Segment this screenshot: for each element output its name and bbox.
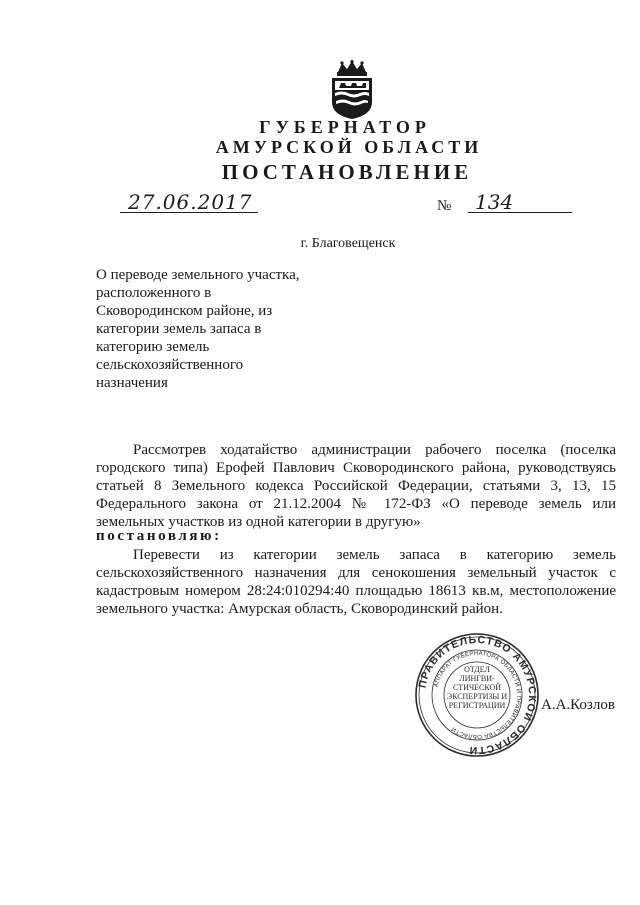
date-underline <box>120 212 258 213</box>
stamp-center-line: ОТДЕЛ <box>464 665 490 674</box>
document-number: 134 <box>475 190 514 214</box>
header-governor: ГУБЕРНАТОР <box>259 117 431 137</box>
resolution-paragraph <box>96 546 616 618</box>
document-subject <box>96 266 356 392</box>
stamp-outer-text: ПРАВИТЕЛЬСТВО АМУРСКОЙ ОБЛАСТИ <box>416 633 539 757</box>
decree-word: постановляю: <box>96 528 222 544</box>
number-sign: № <box>437 198 452 214</box>
paragraph-line: Рассмотрев ходатайство администрации рабочего поселка (поселка <box>133 442 616 458</box>
paragraph-line: кадастровым номером 28:24:010294:40 площадью 18613 кв.м, местоположение <box>96 583 616 599</box>
paragraph-line: земельного участка: Амурская область, Сковородинский район. <box>96 601 503 617</box>
paragraph-line: сельскохозяйственного назначения для сенокошения земельный участок с <box>96 565 616 581</box>
stamp-center-line: СТИЧЕСКОЙ <box>452 683 502 692</box>
city-name: г. Благовещенск <box>300 236 396 251</box>
paragraph-line: земельных участков из одной категории в другую» <box>96 514 421 530</box>
number-underline <box>468 212 572 213</box>
stamp-center-line: ЛИНГВИ- <box>459 674 495 683</box>
subject-line: категории земель запаса в <box>96 321 262 337</box>
stamp-center-line: ЭКСПЕРТИЗЫ И <box>446 692 508 701</box>
coat-of-arms-emblem <box>326 60 378 120</box>
subject-line: О переводе земельного участка, <box>96 267 300 283</box>
subject-line: сельскохозяйственного <box>96 357 244 373</box>
paragraph-line: статьей 8 Земельного кодекса Российской Федерации, статьями 3, 13, 15 <box>96 478 616 494</box>
paragraph-line: Перевести из категории земель запаса в категорию земель <box>133 547 616 563</box>
stamp-center-line: РЕГИСТРАЦИИ <box>448 701 506 710</box>
subject-line: расположенного в <box>96 285 212 301</box>
signer-name: А.А.Козлов <box>541 697 615 713</box>
stamp-inner-text: АППАРАТ ГУБЕРНАТОРА ОБЛАСТИ И ПРАВИТЕЛЬСТВА ОБЛАСТИ <box>433 650 522 740</box>
subject-line: категорию земель <box>96 339 210 355</box>
stamp-center-text <box>446 665 508 710</box>
subject-line: назначения <box>96 375 168 391</box>
document-date: 27.06.2017 <box>128 190 253 214</box>
header-region: АМУРСКОЙ ОБЛАСТИ <box>215 137 483 157</box>
subject-line: Сковородинском районе, из <box>96 303 273 319</box>
paragraph-line: Федерального закона от 21.12.2004 № 172-ФЗ «О переводе земель или <box>96 496 616 512</box>
paragraph-line: городского типа) Ерофей Павлович Сковородинского района, руководствуясь <box>96 460 616 476</box>
preamble-paragraph <box>96 441 616 531</box>
document-type-title: ПОСТАНОВЛЕНИЕ <box>221 160 473 184</box>
